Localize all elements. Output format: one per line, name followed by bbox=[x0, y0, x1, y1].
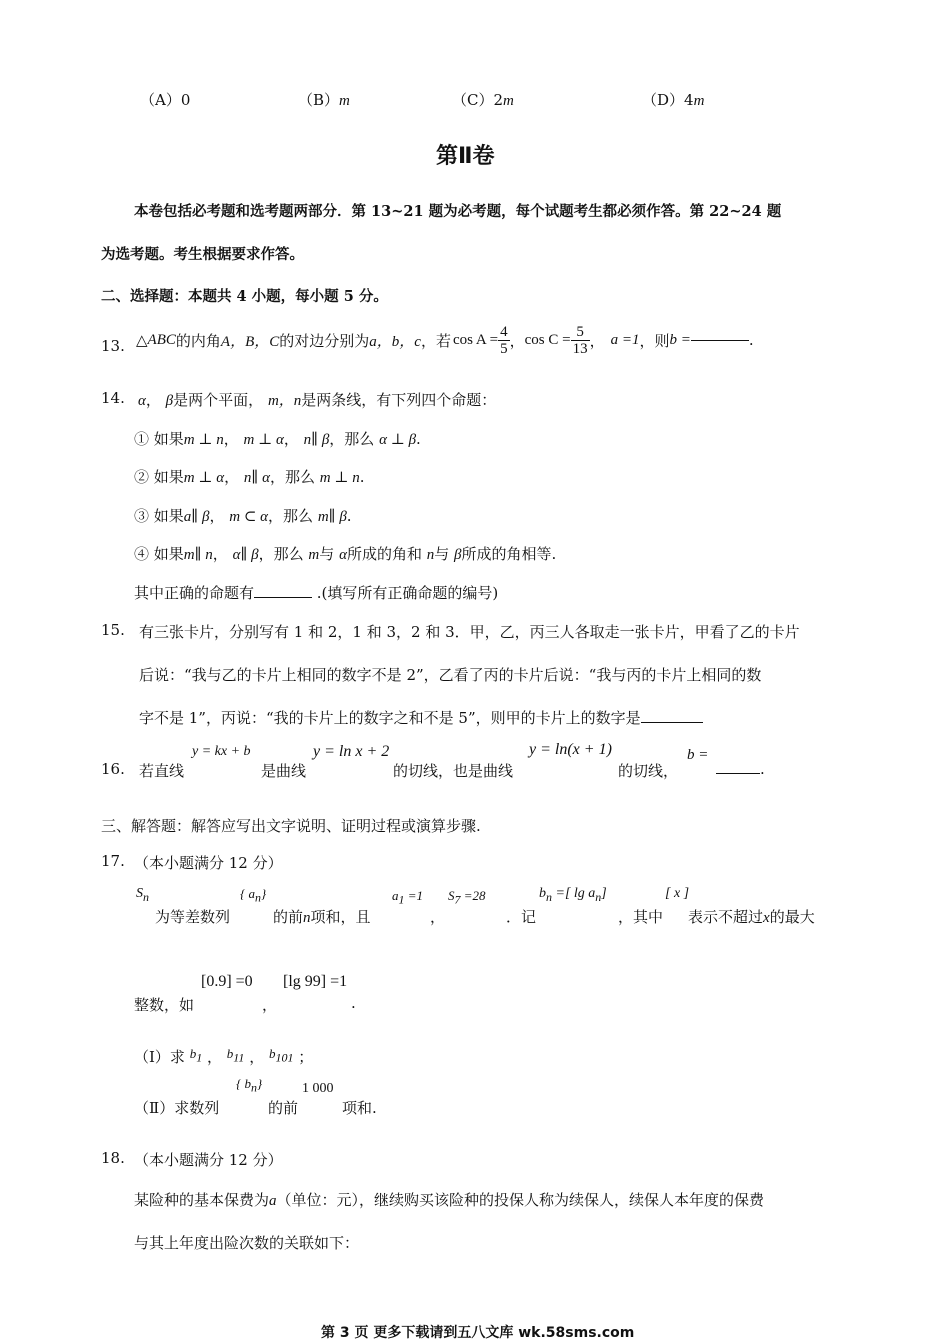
q18-number: 18. bbox=[101, 1149, 125, 1167]
q17-c1: ， bbox=[430, 908, 446, 926]
q18-score: （本小题满分 12 分） bbox=[134, 1151, 283, 1169]
q17-part-ii-t: 的前 bbox=[268, 1099, 299, 1117]
q17-end: . bbox=[351, 994, 356, 1012]
q14-answer-blank bbox=[254, 596, 312, 598]
q17-part-ii-num: 1 000 bbox=[302, 1081, 334, 1096]
q13-body: △ ABC 的内角 A，B，C 的对边分别为 a，b，c ，若 cos A = $\frac{4}{5}$ ， cos C = $\frac{5}{13}$ ， a =1 ，则 b = . bbox=[136, 323, 754, 357]
q17-a1: $a_1 =1$ bbox=[392, 888, 424, 907]
page-footer: 第 3 页 更多下载请到五八文库 wk.58sms.com bbox=[321, 1325, 635, 1341]
q16-formula-1: y = kx + b bbox=[192, 744, 251, 759]
q17-part-ii-pre: （Ⅱ）求数列 bbox=[134, 1099, 220, 1117]
q14-tail: 其中正确的命题有 .(填写所有正确命题的编号) bbox=[134, 584, 499, 602]
q17-part-ii-end: 项和. bbox=[342, 1099, 377, 1117]
q14-stem: α， β是两个平面， m，n是两条线，有下列四个命题： bbox=[138, 391, 497, 409]
q17-score: （本小题满分 12 分） bbox=[134, 854, 283, 872]
q16-t4: 的切线， bbox=[618, 762, 679, 780]
part3-header: 三、解答题：解答应写出文字说明、证明过程或演算步骤. bbox=[101, 817, 481, 835]
part2-header: 二、选择题：本题共 4 小题，每小题 5 分。 bbox=[101, 288, 388, 305]
q13-number: 13. bbox=[101, 337, 125, 355]
option-a: （A）0 bbox=[140, 91, 191, 109]
q16-formula-3: y = ln(x + 1) bbox=[529, 741, 612, 758]
q16-t2: 是曲线 bbox=[261, 762, 307, 780]
q14-prop-4: ④ 如果m∥ n， α∥ β，那么 m与 α所成的角和 n与 β所成的角相等. bbox=[134, 545, 557, 563]
q17-part-i: （Ⅰ）求 $b_1$ ， $b_{11}$ ， $b_{101}$ ； bbox=[134, 1046, 314, 1066]
q16-number: 16. bbox=[101, 760, 125, 778]
q17-t5: ，其中 bbox=[618, 908, 664, 926]
q18-line-2: 与其上年度出险次数的关联如下： bbox=[134, 1234, 360, 1252]
q14-number: 14. bbox=[101, 389, 125, 407]
q14-prop-3: ③ 如果a∥ β， m ⊂ α，那么 m∥ β. bbox=[134, 507, 352, 525]
q14-prop-1: ① 如果m ⊥ n， m ⊥ α， n∥ β，那么 α ⊥ β. bbox=[134, 430, 421, 448]
option-c: （C）2m bbox=[452, 91, 514, 109]
q17-t2: 的前n项和，且 bbox=[273, 908, 371, 926]
q13-answer-blank bbox=[691, 339, 749, 341]
q16-t3: 的切线，也是曲线 bbox=[393, 762, 514, 780]
q17-t4: ．记 bbox=[506, 908, 537, 926]
q17-example-2: [lg 99] =1 bbox=[283, 973, 348, 990]
q17-bn-def: $b_n$ =[ $\lg a_n$] bbox=[539, 886, 607, 904]
q16-b: b = bbox=[687, 747, 709, 763]
q17-example-1: [0.9] =0 bbox=[201, 973, 253, 990]
q17-t6: 表示不超过x的最大 bbox=[688, 908, 815, 926]
q17-number: 17. bbox=[101, 852, 125, 870]
q18-line-1: 某险种的基本保费为a（单位：元），继续购买该险种的投保人称为续保人，续保人本年度的保费 bbox=[134, 1191, 765, 1209]
q15-line-2: 后说：“我与乙的卡片上相同的数字不是 2”，乙看了丙的卡片后说：“我与丙的卡片上相同的数 bbox=[139, 666, 762, 684]
q17-bn-seq: { $b_n$} bbox=[236, 1076, 263, 1095]
q16-formula-2: y = ln x + 2 bbox=[313, 743, 390, 760]
q17-an-seq: { $a_n$} bbox=[240, 886, 267, 905]
q14-prop-2: ② 如果m ⊥ α， n∥ α，那么 m ⊥ n. bbox=[134, 468, 365, 486]
q15-line-1: 有三张卡片，分别写有 1 和 2，1 和 3，2 和 3．甲，乙，丙三人各取走一张卡片，甲看了乙的卡片 bbox=[139, 623, 800, 641]
q17-c2: ， bbox=[262, 996, 278, 1014]
q17-floor-x: [ x ] bbox=[665, 886, 690, 901]
q15-number: 15. bbox=[101, 621, 125, 639]
q17-s7: $S_7 =28$ bbox=[448, 888, 486, 907]
q17-t1: 为等差数列 bbox=[155, 908, 231, 926]
option-b: （B）m bbox=[298, 91, 350, 109]
intro-line-2: 为选考题。考生根据要求作答。 bbox=[101, 246, 304, 263]
q16-answer-blank bbox=[716, 772, 760, 774]
q16-t1: 若直线 bbox=[139, 762, 185, 780]
q15-line-3: 字不是 1”，丙说：“我的卡片上的数字之和不是 5”，则甲的卡片上的数字是 bbox=[139, 707, 703, 728]
q13-frac-a: $\frac{4}{5}$ bbox=[500, 323, 508, 357]
q17-sn: $S_n$ bbox=[136, 886, 149, 904]
q13-frac-c: $\frac{5}{13}$ bbox=[572, 323, 588, 357]
intro-line-1: 本卷包括必考题和选考题两部分．第 13~21 题为必考题，每个试题考生都必须作答。第 22~24 题 bbox=[134, 203, 782, 220]
q15-answer-blank bbox=[641, 721, 703, 723]
q16-tail: . bbox=[716, 760, 765, 778]
q17-l2a: 整数，如 bbox=[134, 996, 195, 1014]
option-d: （D）4m bbox=[642, 91, 705, 109]
section-title: 第Ⅱ卷 bbox=[436, 144, 495, 169]
